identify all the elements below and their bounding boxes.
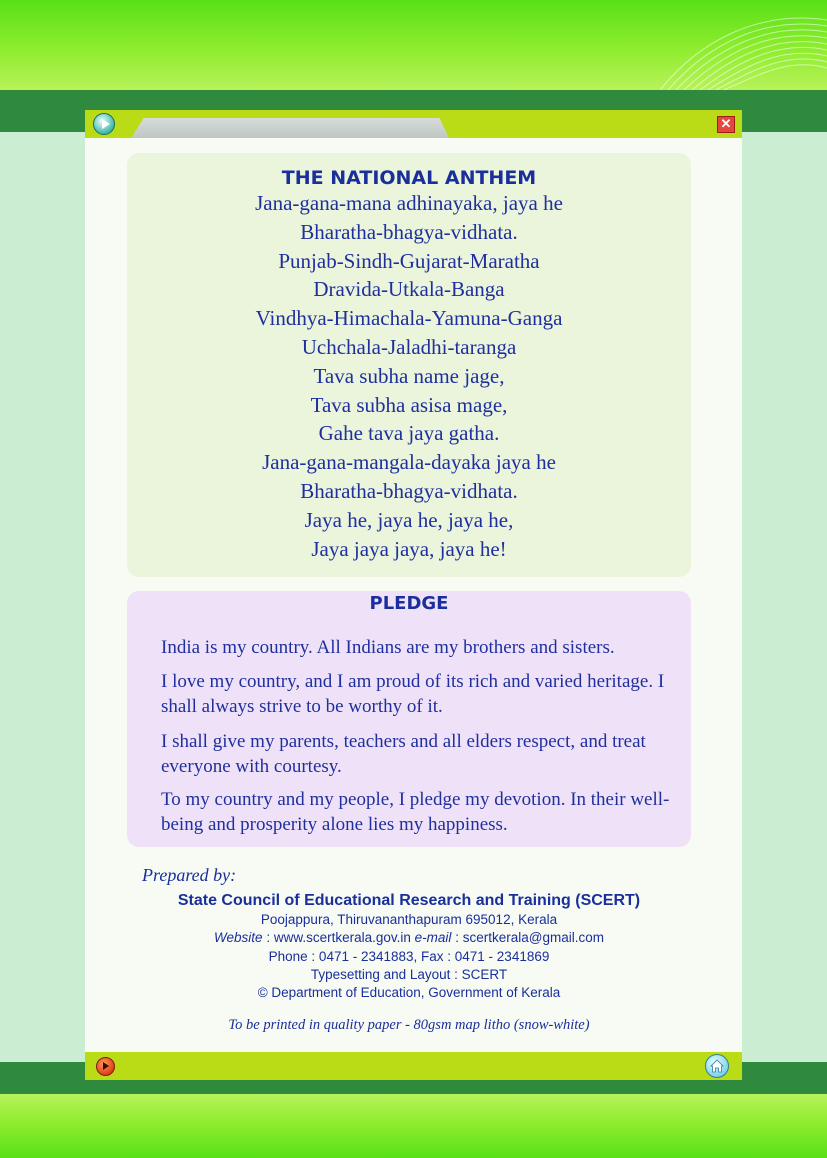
play-icon[interactable] [93,113,115,135]
anthem-line: Jaya he, jaya he, jaya he, [304,507,514,532]
separator: : [455,930,463,945]
email-link[interactable]: scertkerala@gmail.com [462,930,604,945]
pledge-paragraph: India is my country. All Indians are my brothers and sisters. [161,637,615,658]
right-margin [742,132,827,1062]
contact-line [127,930,691,945]
anthem-line: Jaya jaya jaya, jaya he! [311,536,507,561]
national-anthem-section [127,153,691,577]
website-link[interactable]: www.scertkerala.gov.in [273,930,411,945]
pledge-paragraph: I love my country, and I am proud of its rich and varied heritage. I shall always strive to be worthy of it. [161,671,665,717]
anthem-line: Jana-gana-mangala-dayaka jaya he [262,450,556,475]
print-note: To be printed in quality paper - 80gsm map litho (snow-white) [228,1017,590,1033]
next-icon[interactable] [96,1057,115,1076]
phone-line: Phone : 0471 - 2341883, Fax : 0471 - 2341869 [268,949,550,964]
swoosh-decoration [0,0,827,90]
pledge-paragraph: To my country and my people, I pledge my devotion. In their well-being and prosperity alone lies my happiness. [161,789,670,835]
anthem-line: Jana-gana-mana adhinayaka, jaya he [255,191,563,215]
home-glyph [709,1058,725,1074]
panel-bottom-toolbar [85,1052,742,1080]
panel-top-toolbar [85,110,742,138]
prepared-by-label: Prepared by: [142,865,237,885]
email-label: e-mail [414,930,452,945]
anthem-line: Dravida-Utkala-Banga [313,277,505,302]
left-margin [0,132,85,1062]
anthem-line: Vindhya-Himachala-Yamuna-Ganga [255,306,563,331]
address-line: Poojappura, Thiruvananthapuram 695012, Kerala [260,912,558,927]
top-green-band [0,0,827,90]
anthem-line: Gahe tava jaya gatha. [318,421,500,446]
close-icon[interactable]: ✕ [717,116,735,133]
pledge-title: PLEDGE [369,593,449,614]
bottom-green-band [0,1094,827,1158]
pledge-section [127,591,691,847]
separator: : [266,930,274,945]
anthem-line: Bharatha-bhagya-vidhata. [300,478,518,503]
typesetting-line: Typesetting and Layout : SCERT [310,967,508,982]
anthem-lines [127,189,691,563]
anthem-line: Uchchala-Jaladhi-taranga [301,334,517,359]
pledge-paragraph: I shall give my parents, teachers and all elders respect, and treat everyone with courtesy. [161,731,646,777]
home-icon[interactable] [705,1054,729,1078]
anthem-line: Punjab-Sindh-Gujarat-Maratha [278,248,540,273]
anthem-line: Bharatha-bhagya-vidhata. [300,219,518,244]
organization-name: State Council of Educational Research and Training (SCERT) [177,892,641,909]
anthem-line: Tava subha asisa mage, [310,392,508,417]
copyright-line: © Department of Education, Government of Kerala [257,985,561,1000]
anthem-line: Tava subha name jage, [313,363,505,388]
anthem-title: THE NATIONAL ANTHEM [281,167,537,189]
website-label: Website [214,930,263,945]
title-tab [131,118,449,138]
